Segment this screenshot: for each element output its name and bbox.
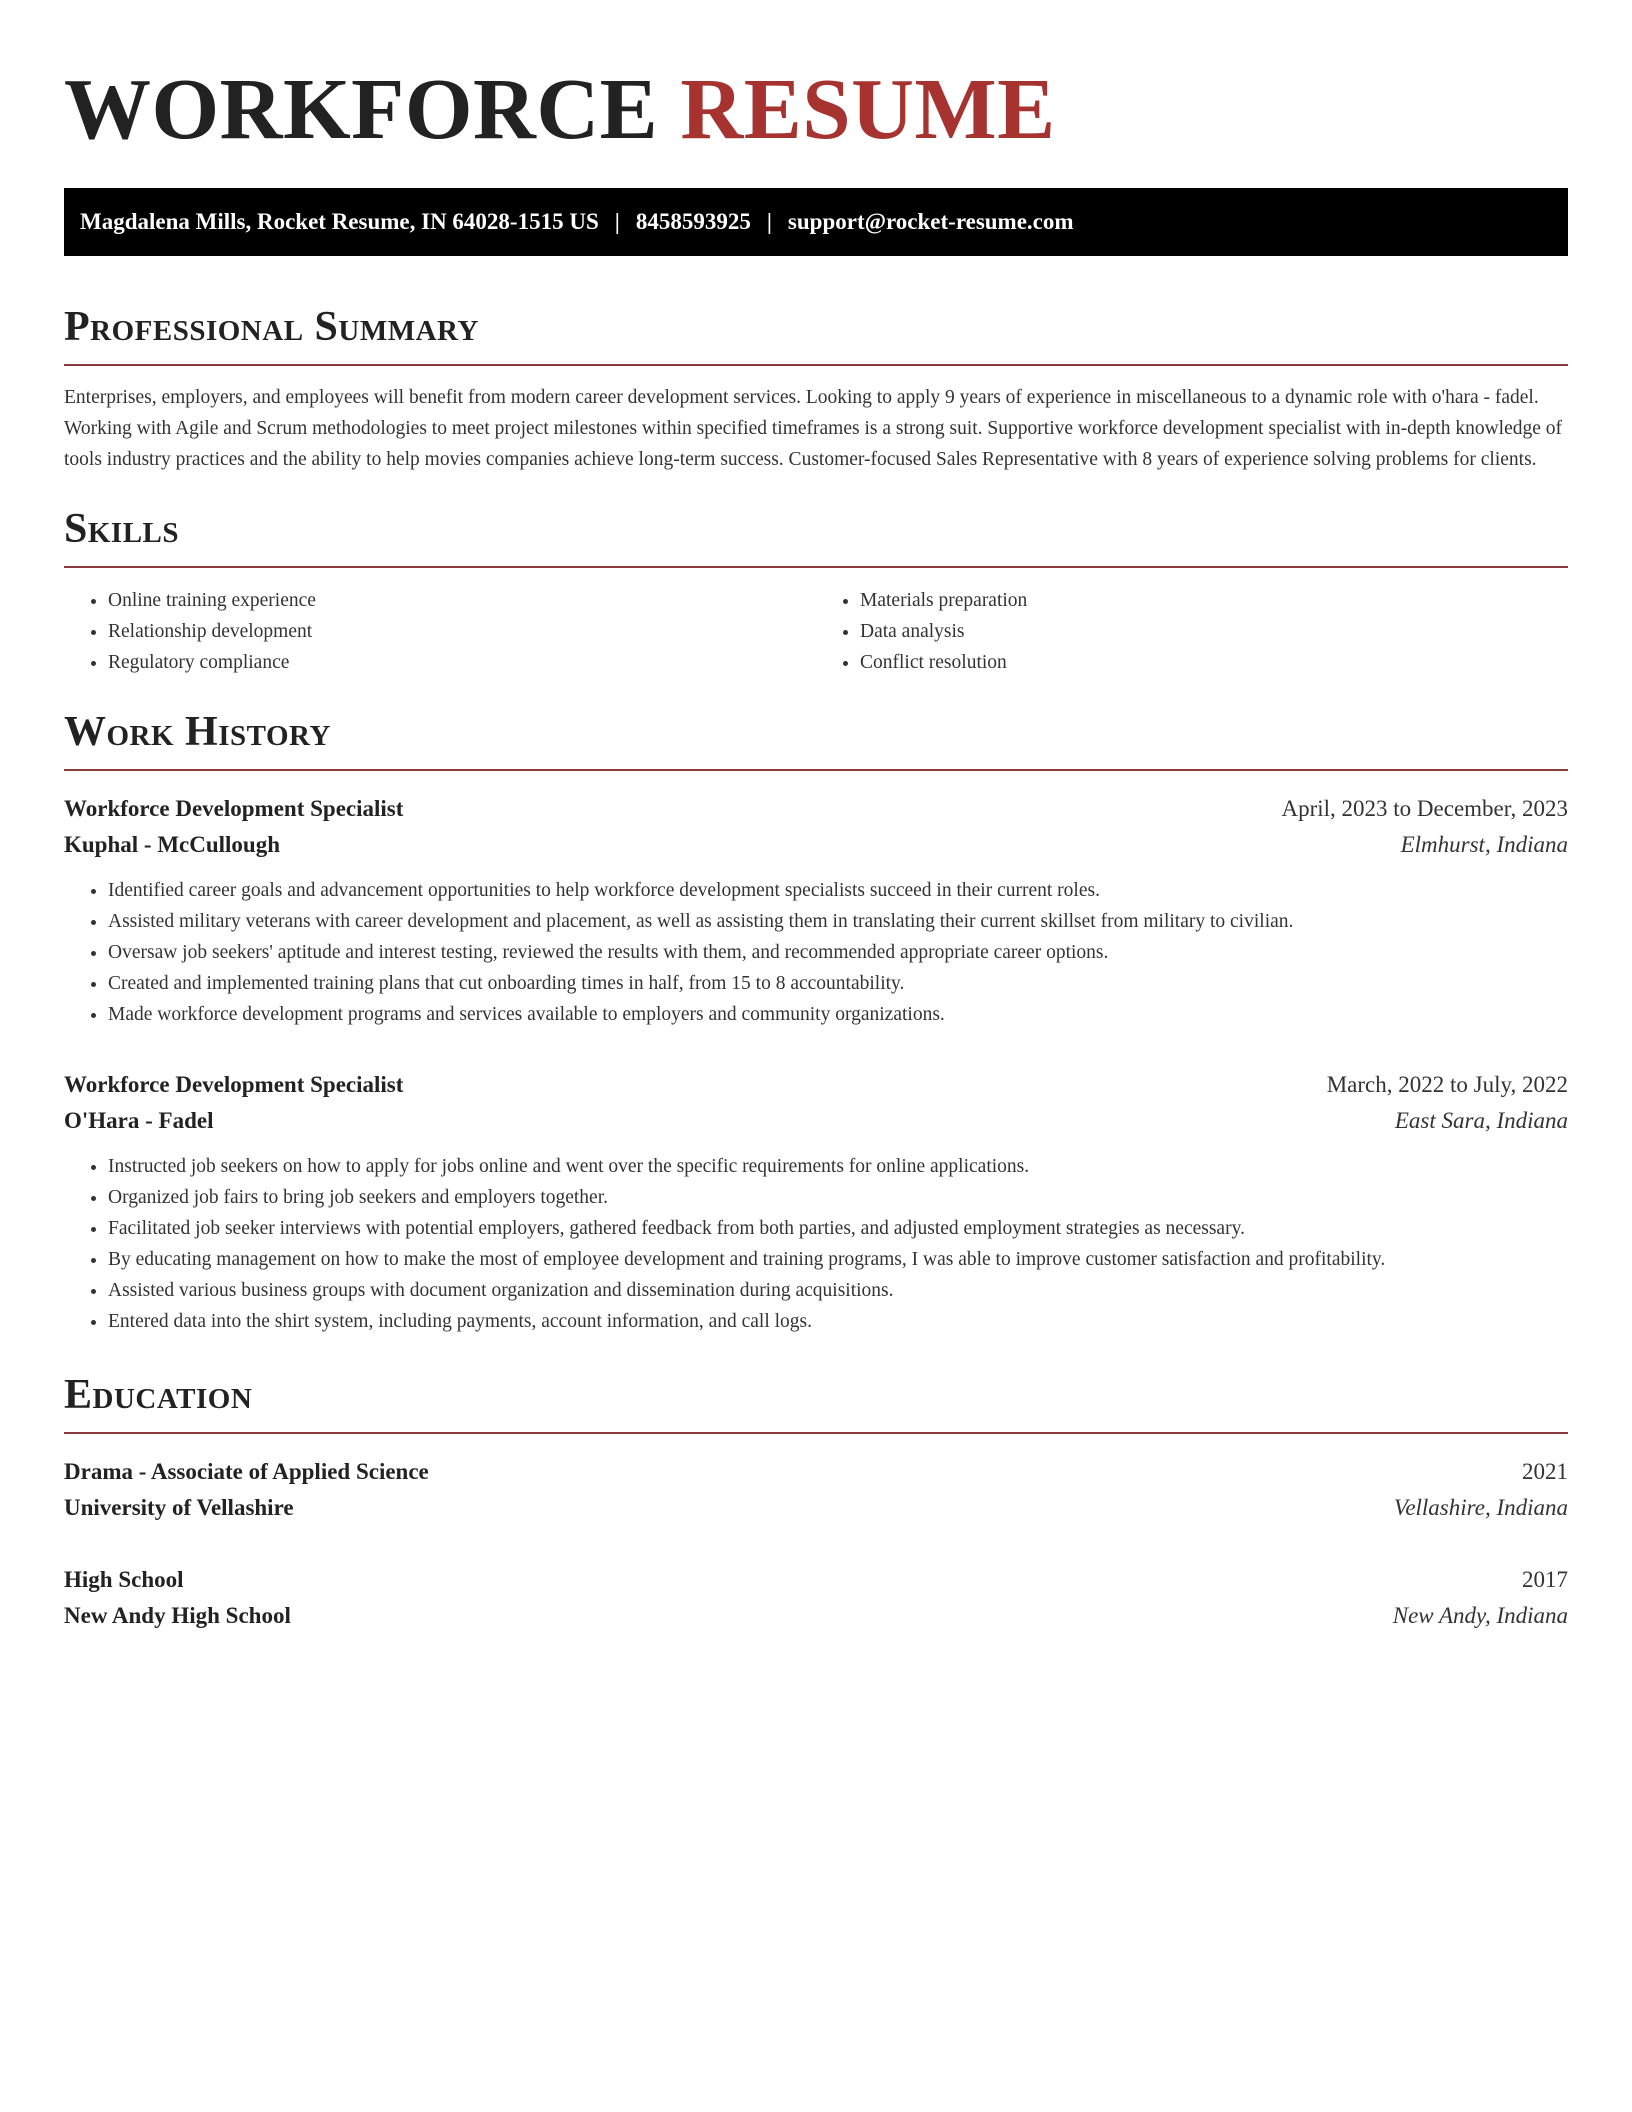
education-school-row	[64, 1490, 1568, 1526]
job-location: Elmhurst, Indiana	[1400, 832, 1568, 857]
job-entry	[64, 1067, 1568, 1337]
education-school: University of Vellashire	[64, 1495, 294, 1520]
contact-bar	[64, 188, 1568, 256]
job-header-row	[64, 791, 1568, 827]
job-company-row	[64, 827, 1568, 863]
education-school-row	[64, 1598, 1568, 1634]
job-company: O'Hara - Fadel	[64, 1108, 214, 1133]
education-school: New Andy High School	[64, 1603, 291, 1628]
job-bullet: • By educating management on how to make the most of employee development and training programs, I was able to improve customer satisfaction and profitability.	[108, 1244, 1568, 1275]
education-header-row	[64, 1454, 1568, 1490]
job-bullet: • Assisted military veterans with career development and placement, as well as assisting them in translating their current skillset from military to civilian.	[108, 906, 1568, 937]
title-part-1: WORKFORCE	[64, 60, 659, 157]
contact-email: support@rocket-resume.com	[787, 209, 1074, 234]
job-bullet: • Oversaw job seekers' aptitude and interest testing, reviewed the results with them, and recommended appropriate career options.	[108, 937, 1568, 968]
contact-separator: |	[614, 209, 620, 234]
job-bullet: • Facilitated job seeker interviews with potential employers, gathered feedback from both parties, and adjusted employment strategies as necessary.	[108, 1213, 1568, 1244]
skills-column-left	[64, 585, 816, 678]
education-year: 2021	[1522, 1459, 1568, 1484]
education-location: New Andy, Indiana	[1392, 1603, 1568, 1628]
work-history-heading: Work History	[64, 709, 331, 755]
education-degree: Drama - Associate of Applied Science	[64, 1459, 429, 1484]
job-entry	[64, 791, 1568, 1030]
skill-item: • Online training experience	[108, 585, 816, 616]
contact-address: Magdalena Mills, Rocket Resume, IN 64028-1515 US	[80, 209, 599, 234]
skills-list	[64, 585, 1568, 678]
skill-item: • Conflict resolution	[860, 647, 1568, 678]
job-bullet: • Made workforce development programs and services available to employers and community organizations.	[108, 999, 1568, 1030]
education-entry	[64, 1454, 1568, 1526]
skill-item: • Relationship development	[108, 616, 816, 647]
job-bullet: • Assisted various business groups with document organization and dissemination during acquisitions.	[108, 1275, 1568, 1306]
job-bullet: • Instructed job seekers on how to apply for jobs online and went over the specific requirements for online applications.	[108, 1151, 1568, 1182]
summary-heading: Professional Summary	[64, 304, 479, 350]
job-title: Workforce Development Specialist	[64, 796, 404, 821]
education-entry	[64, 1562, 1568, 1634]
skills-column-right	[816, 585, 1568, 678]
job-bullet: • Entered data into the shirt system, including payments, account information, and call logs.	[108, 1306, 1568, 1337]
section-divider	[64, 566, 1568, 568]
skill-item: • Regulatory compliance	[108, 647, 816, 678]
job-dates: March, 2022 to July, 2022	[1326, 1072, 1568, 1097]
job-dates: April, 2023 to December, 2023	[1281, 796, 1568, 821]
education-header-row	[64, 1562, 1568, 1598]
skill-item: • Data analysis	[860, 616, 1568, 647]
job-company: Kuphal - McCullough	[64, 832, 280, 857]
skills-heading: Skills	[64, 506, 180, 552]
job-bullet: • Identified career goals and advancement opportunities to help workforce development specialists succeed in their current roles.	[108, 875, 1568, 906]
skill-item: • Materials preparation	[860, 585, 1568, 616]
education-year: 2017	[1522, 1567, 1568, 1592]
job-bullets	[64, 875, 1568, 1030]
job-location: East Sara, Indiana	[1394, 1108, 1568, 1133]
contact-phone: 8458593925	[635, 209, 751, 234]
contact-separator: |	[766, 209, 772, 234]
job-bullet: • Created and implemented training plans that cut onboarding times in half, from 15 to 8 accountability.	[108, 968, 1568, 999]
education-heading: Education	[64, 1372, 253, 1418]
job-bullets	[64, 1151, 1568, 1337]
job-header-row	[64, 1067, 1568, 1103]
job-bullet: • Organized job fairs to bring job seekers and employers together.	[108, 1182, 1568, 1213]
section-divider	[64, 364, 1568, 366]
job-company-row	[64, 1103, 1568, 1139]
section-divider	[64, 769, 1568, 771]
education-location: Vellashire, Indiana	[1393, 1495, 1568, 1520]
job-title: Workforce Development Specialist	[64, 1072, 404, 1097]
title-part-2: RESUME	[680, 60, 1056, 157]
section-divider	[64, 1432, 1568, 1434]
summary-text: Enterprises, employers, and employees will benefit from modern career development services. Looking to apply 9 years of experience in miscellaneous to a dynamic role with o'hara - fadel. Working with Agile and Scrum methodologies to meet project milestones within specified timeframes is a strong suit. Supportive workforce development specialist with in-depth knowledge of tools industry practices and the ability to help movies companies achieve long-term success. Customer-focused Sales Representative with 8 years of experience solving problems for clients.	[64, 387, 1562, 470]
resume-title	[64, 60, 1568, 157]
education-degree: High School	[64, 1567, 184, 1592]
